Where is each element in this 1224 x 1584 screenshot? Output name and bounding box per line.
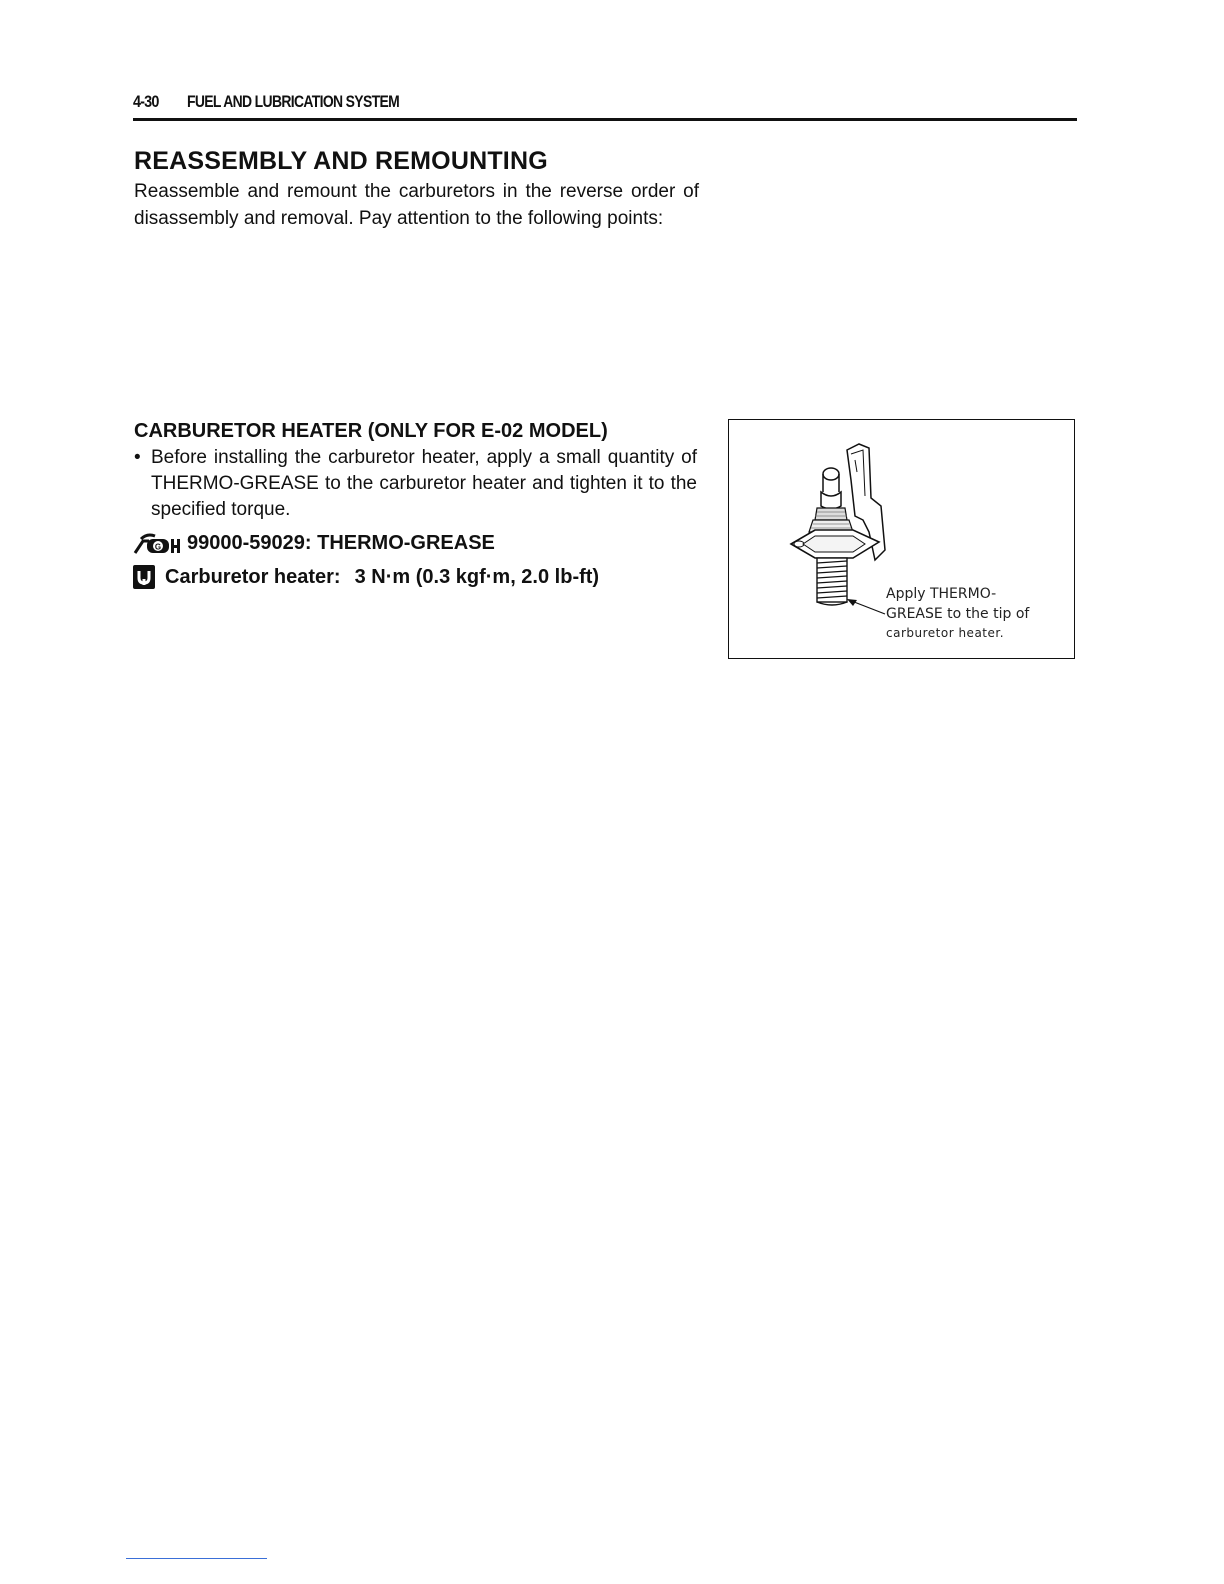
torque-spec: [133, 565, 599, 589]
torque-label: Carburetor heater:: [165, 565, 341, 588]
callout-line-3: carburetor heater.: [886, 626, 1005, 640]
bullet-text: Before installing the carburetor heater, apply a small quantity of THERMO-GREASE to the carburetor heater and tighten it to the specified torque.: [151, 447, 697, 520]
grease-spec-text: 99000-59029: THERMO-GREASE: [187, 531, 495, 554]
reassembly-intro: Reassemble and remount the carburetors in the reverse order of disassembly and removal. Pay attention to the following points:: [134, 181, 699, 229]
callout-line-1: Apply THERMO-: [886, 586, 997, 602]
page-number: 4-30: [133, 92, 159, 111]
callout-line-2: GREASE to the tip of: [886, 606, 1030, 622]
carburetor-heater-figure: [728, 419, 1075, 659]
grease-spec: [133, 531, 495, 555]
reassembly-heading: REASSEMBLY AND REMOUNTING: [134, 147, 548, 175]
carburetor-heater-illustration: [729, 420, 1074, 658]
page-header: [133, 92, 1077, 121]
carburetor-heater-heading: CARBURETOR HEATER (ONLY FOR E-02 MODEL): [134, 420, 608, 442]
section-title: FUEL AND LUBRICATION SYSTEM: [187, 92, 400, 111]
grease-symbol-icon: [133, 531, 183, 555]
svg-text:G: G: [154, 542, 162, 552]
instruction-bullet: [134, 445, 697, 523]
torque-symbol-icon: [133, 565, 155, 589]
torque-value: 3 N·m (0.3 kgf·m, 2.0 lb-ft): [354, 565, 600, 588]
footnote-rule: [126, 1558, 267, 1559]
bullet-dot-icon: •: [134, 447, 141, 468]
